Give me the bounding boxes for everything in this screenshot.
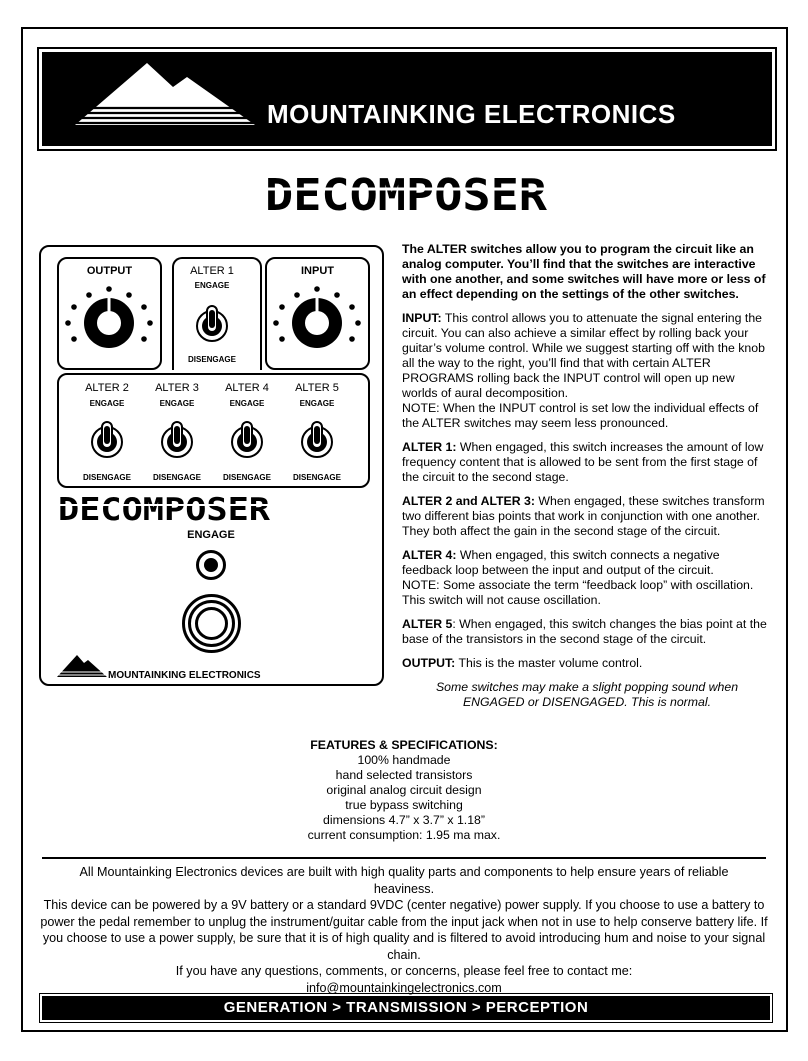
alter1-engage-label: ENGAGE — [194, 281, 230, 290]
feature-item: original analog circuit design — [326, 783, 482, 797]
feature-item: 100% handmade — [357, 753, 451, 767]
alter5-engage-label: ENGAGE — [299, 399, 335, 408]
power-paragraph: This device can be powered by a 9V battery or a standard 9VDC (center negative) power supply. If you choose to use a battery to power the pedal remember to unplug the instrument/guitar cable from the input jack when not in use to help conserve battery life. If you choose to use a power supply, be sure that it is of high quality and is filtered to avoid introducing hum and noise to your signal chain. — [40, 898, 768, 962]
alter5-toggle-icon — [300, 414, 334, 462]
alter5-label: ALTER 5 — [295, 382, 339, 394]
footswitch-icon — [181, 593, 242, 654]
output-heading: OUTPUT: — [402, 656, 456, 670]
alter1-toggle-icon — [195, 298, 229, 346]
input-note: NOTE: When the INPUT control is set low the individual effects of the ALTER switches may seem less pronounced. — [402, 401, 759, 430]
divider — [42, 857, 766, 859]
alter1-heading: ALTER 1: — [402, 440, 457, 454]
pedal-brand-name: MOUNTAINKING ELECTRONICS — [108, 670, 261, 681]
alter4-engage-label: ENGAGE — [229, 399, 265, 408]
features-heading: FEATURES & SPECIFICATIONS: — [310, 738, 498, 752]
alter2-toggle-icon — [90, 414, 124, 462]
alter1-label: ALTER 1 — [190, 265, 234, 277]
alter23-body: When engaged, these switches transform two different bias points that work in conjunction with one another. They both affect the gain in the second stage of the circuit. — [402, 494, 765, 538]
product-title — [264, 175, 549, 215]
feature-item: true bypass switching — [345, 798, 463, 812]
alter5-disengage-label: DISENGAGE — [292, 473, 341, 482]
output-body: This is the master volume control. — [455, 656, 643, 670]
description-column — [402, 242, 772, 710]
alter5-body: : When engaged, this switch changes the bias point at the base of the transistors in the second stage of the circuit. — [402, 617, 767, 646]
footer-tagline: GENERATION > TRANSMISSION > PERCEPTION — [42, 996, 770, 1020]
alter4-disengage-label: DISENGAGE — [222, 473, 271, 482]
alter3-toggle-icon — [160, 414, 194, 462]
brand-banner — [42, 52, 772, 146]
pedal-product-title — [57, 495, 271, 523]
alter2-disengage-label: DISENGAGE — [82, 473, 131, 482]
alter2-label: ALTER 2 — [85, 382, 129, 394]
intro-paragraph: The ALTER switches allow you to program the circuit like an analog computer. You’ll find that the switches are interactive with one another, and some switches will have more or less of an effect depending on the settings of the other switches. — [402, 242, 766, 301]
alter2-engage-label: ENGAGE — [89, 399, 125, 408]
quality-paragraph: All Mountainking Electronics devices are built with high quality parts and components to help ensure years of reliable heaviness. — [79, 865, 729, 896]
input-body: This control allows you to attenuate the signal entering the circuit. You can also achieve a similar effect by rolling back your guitar’s volume control. While we suggest starting off with the knob all the way to the right, you’ll find that with certain ALTER PROGRAMS rolling back the INPUT control will open up new worlds of aural decomposition. — [402, 311, 765, 400]
alter4-body: When engaged, this switch connects a negative feedback loop between the input and output of the circuit. — [402, 548, 720, 577]
features-block — [254, 738, 554, 843]
feature-item: dimensions 4.7” x 3.7” x 1.18” — [323, 813, 485, 827]
input-knob-icon — [270, 283, 365, 363]
alter4-heading: ALTER 4: — [402, 548, 457, 562]
alter1-disengage-label: DISENGAGE — [187, 355, 236, 364]
alter4-paragraph — [402, 548, 772, 578]
engage-led-icon — [196, 550, 226, 580]
feature-item: hand selected transistors — [335, 768, 473, 782]
output-label: OUTPUT — [86, 265, 133, 277]
contact-paragraph: If you have any questions, comments, or concerns, please feel free to contact me: — [175, 964, 633, 978]
svg-text:DECOMPOSER: DECOMPOSER — [58, 495, 271, 523]
alter5-heading: ALTER 5 — [402, 617, 453, 631]
feature-item: current consumption: 1.95 ma max. — [307, 828, 501, 842]
alter3-engage-label: ENGAGE — [159, 399, 195, 408]
alter4-label: ALTER 4 — [225, 382, 269, 394]
pedal-engage-label: ENGAGE — [187, 529, 235, 541]
brand-name: MOUNTAINKING ELECTRONICS — [267, 99, 676, 129]
popping-note: Some switches may make a slight popping sound when ENGAGED or DISENGAGED. This is normal. — [435, 680, 739, 709]
output-knob-icon — [62, 283, 157, 363]
input-label: INPUT — [301, 265, 334, 277]
input-heading: INPUT: — [402, 311, 442, 325]
alter1-body: When engaged, this switch increases the amount of low frequency content that is allowed to be sent from the first stage of the circuit to the second stage. — [402, 440, 764, 484]
alter4-toggle-icon — [230, 414, 264, 462]
alter5-paragraph — [402, 617, 772, 647]
mountain-logo-icon — [75, 63, 255, 133]
input-paragraph — [402, 311, 772, 401]
alter3-label: ALTER 3 — [155, 382, 199, 394]
svg-text:DECOMPOSER: DECOMPOSER — [265, 175, 548, 215]
contact-email: info@mountainkingelectronics.com — [306, 980, 502, 995]
bottom-info — [38, 864, 770, 996]
alter4-note: NOTE: Some associate the term “feedback loop” with oscillation. This switch will not cause oscillation. — [402, 578, 754, 607]
alter3-disengage-label: DISENGAGE — [152, 473, 201, 482]
output-paragraph — [402, 656, 772, 671]
pedal-mountain-logo-icon — [57, 655, 107, 679]
alter23-heading: ALTER 2 and ALTER 3: — [402, 494, 535, 508]
alter1-paragraph — [402, 440, 772, 485]
alter23-paragraph — [402, 494, 772, 539]
